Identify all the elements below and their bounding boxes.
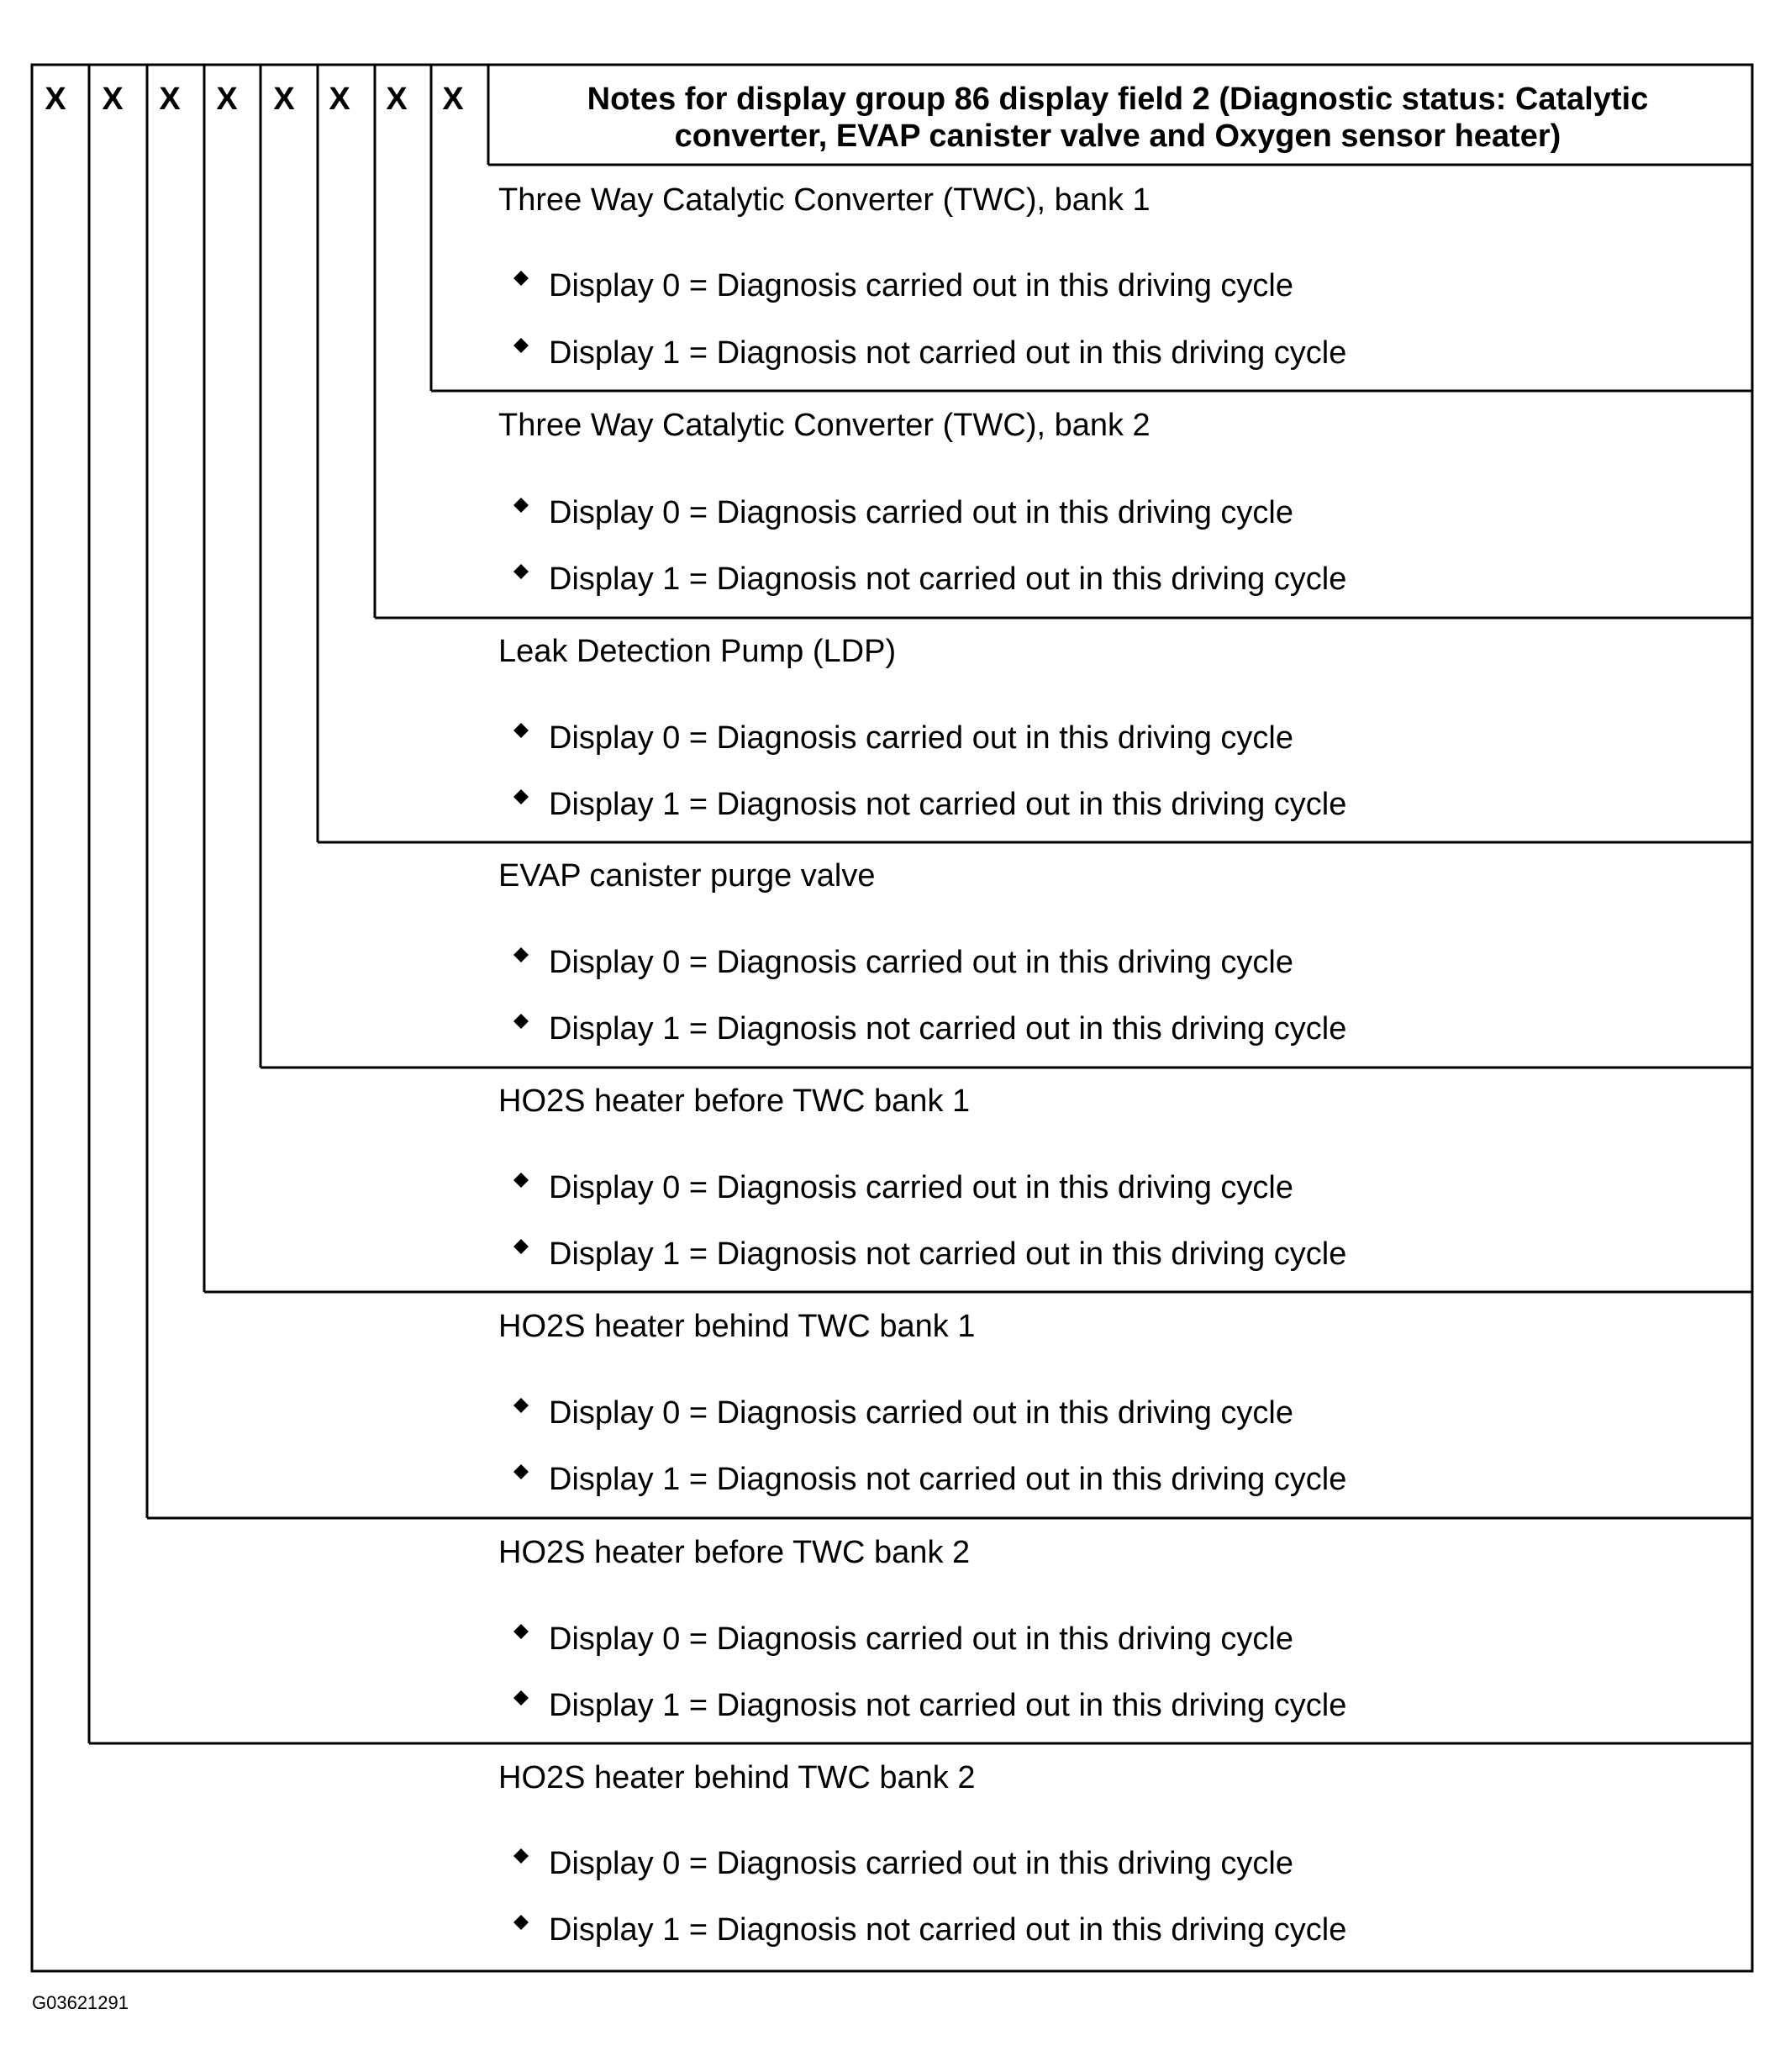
section-item: Display 1 = Diagnosis not carried out in this driving cycle <box>549 1011 1347 1047</box>
section-item: Display 1 = Diagnosis not carried out in this driving cycle <box>549 1462 1347 1497</box>
section <box>498 408 1346 597</box>
x-marker: X <box>273 82 295 117</box>
section-title: HO2S heater before TWC bank 2 <box>498 1535 971 1570</box>
section-title: Leak Detection Pump (LDP) <box>498 634 897 669</box>
x-marker: X <box>159 82 181 117</box>
section-title: Three Way Catalytic Converter (TWC), bank 2 <box>498 408 1151 443</box>
bullet-icon <box>513 1915 529 1930</box>
bullet-icon <box>513 1624 529 1639</box>
header-title-line: Notes for display group 86 display field 2 (Diagnostic status: Catalytic <box>587 82 1649 117</box>
section-item: Display 1 = Diagnosis not carried out in this driving cycle <box>549 335 1347 371</box>
bullet-icon <box>513 947 529 962</box>
section-item: Display 0 = Diagnosis carried out in this driving cycle <box>549 495 1294 530</box>
bullet-icon <box>513 1014 529 1029</box>
bullet-icon <box>513 723 529 738</box>
section <box>498 634 1346 822</box>
x-marker: X <box>216 82 238 117</box>
section-title: HO2S heater behind TWC bank 2 <box>498 1760 976 1795</box>
x-marker: X <box>45 82 66 117</box>
section-item: Display 1 = Diagnosis not carried out in this driving cycle <box>549 1912 1347 1948</box>
section-item: Display 0 = Diagnosis carried out in this driving cycle <box>549 1395 1294 1431</box>
section <box>498 1535 1346 1723</box>
bullet-icon <box>513 498 529 513</box>
bullet-icon <box>513 564 529 579</box>
figure-code: G03621291 <box>32 1992 129 2013</box>
section <box>498 1309 1346 1497</box>
bullet-icon <box>513 1464 529 1479</box>
x-marker: X <box>386 82 408 117</box>
section-item: Display 0 = Diagnosis carried out in this driving cycle <box>549 1170 1294 1205</box>
x-marker: X <box>442 82 464 117</box>
bullet-icon <box>513 271 529 286</box>
bullet-icon <box>513 789 529 804</box>
section-item: Display 0 = Diagnosis carried out in this driving cycle <box>549 268 1294 303</box>
bullet-icon <box>513 1173 529 1188</box>
section-item: Display 1 = Diagnosis not carried out in this driving cycle <box>549 1688 1347 1723</box>
section-title: Three Way Catalytic Converter (TWC), bank 1 <box>498 182 1151 218</box>
section <box>498 182 1346 371</box>
section-item: Display 0 = Diagnosis carried out in this driving cycle <box>549 720 1294 756</box>
section-title: EVAP canister purge valve <box>498 858 876 894</box>
bullet-icon <box>513 1239 529 1254</box>
section-title: HO2S heater before TWC bank 1 <box>498 1083 971 1119</box>
x-marker: X <box>329 82 350 117</box>
section-item: Display 1 = Diagnosis not carried out in this driving cycle <box>549 787 1347 822</box>
section-item: Display 1 = Diagnosis not carried out in this driving cycle <box>549 561 1347 597</box>
section-item: Display 1 = Diagnosis not carried out in this driving cycle <box>549 1236 1347 1272</box>
bullet-icon <box>513 1398 529 1413</box>
bullet-icon <box>513 338 529 353</box>
bullet-icon <box>513 1690 529 1706</box>
header-title-line: converter, EVAP canister valve and Oxygen sensor heater) <box>674 119 1561 154</box>
section-item: Display 0 = Diagnosis carried out in this driving cycle <box>549 1846 1294 1881</box>
section <box>498 1083 1346 1272</box>
section-item: Display 0 = Diagnosis carried out in this driving cycle <box>549 945 1294 980</box>
x-marker: X <box>102 82 124 117</box>
bullet-icon <box>513 1848 529 1864</box>
section <box>498 1760 1346 1948</box>
section-item: Display 0 = Diagnosis carried out in this driving cycle <box>549 1621 1294 1657</box>
section-title: HO2S heater behind TWC bank 1 <box>498 1309 976 1344</box>
section <box>498 858 1346 1047</box>
